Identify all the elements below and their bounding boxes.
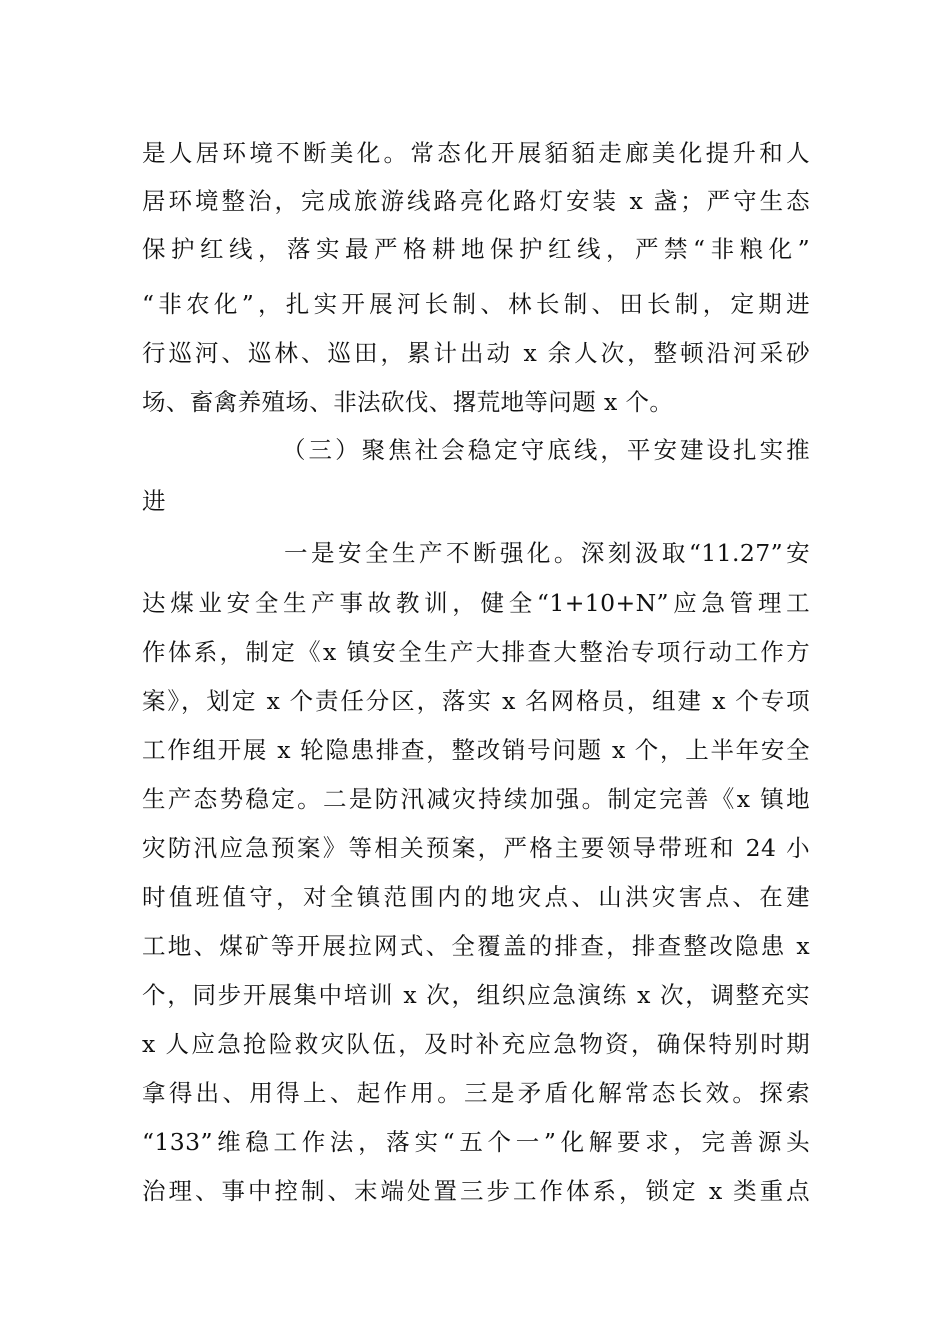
text-line: 案》，划定 x 个责任分区，落实 x 名网格员，组建 x 个专项 [142, 687, 810, 715]
text-line: 时值班值守，对全镇范围内的地灾点、山洪灾害点、在建 [142, 883, 810, 911]
text-line: 行巡河、巡林、巡田，累计出动 x 余人次，整顿沿河采砂 [142, 339, 810, 367]
text-line: 居环境整治，完成旅游线路亮化路灯安装 x 盏；严守生态 [142, 187, 810, 215]
text-line: 工地、煤矿等开展拉网式、全覆盖的排查，排查整改隐患 x [142, 932, 810, 960]
text-line: 拿得出、用得上、起作用。三是矛盾化解常态长效。探索 [142, 1079, 810, 1107]
text-line: 灾防汛应急预案》等相关预案，严格主要领导带班和 24 小 [142, 834, 810, 862]
text-line: x 人应急抢险救灾队伍，及时补充应急物资，确保特别时期 [142, 1030, 810, 1058]
text-line: 工作组开展 x 轮隐患排查，整改销号问题 x 个，上半年安全 [142, 736, 810, 764]
text-line: 一是安全生产不断强化。深刻汲取“11.27”安 [284, 539, 810, 567]
text-line: 生产态势稳定。二是防汛减灾持续加强。制定完善《x 镇地 [142, 785, 810, 813]
text-line: 作体系，制定《x 镇安全生产大排查大整治专项行动工作方 [142, 638, 810, 666]
section-heading-continued: 进 [142, 487, 166, 515]
text-line: “非农化”，扎实开展河长制、林长制、田长制，定期进 [142, 290, 810, 318]
text-line: 保护红线，落实最严格耕地保护红线，严禁“非粮化” [142, 235, 810, 263]
text-line: 场、畜禽养殖场、非法砍伐、撂荒地等问题 x 个。 [142, 388, 674, 416]
text-line: 达煤业安全生产事故教训，健全“1+10+N”应急管理工 [142, 589, 810, 617]
text-line: 个，同步开展集中培训 x 次，组织应急演练 x 次，调整充实 [142, 981, 810, 1009]
section-heading: （三）聚焦社会稳定守底线，平安建设扎实推 [282, 436, 810, 464]
text-line: “133”维稳工作法，落实“五个一”化解要求，完善源头 [142, 1128, 810, 1156]
text-line: 是人居环境不断美化。常态化开展貊貊走廊美化提升和人 [142, 139, 810, 167]
text-line: 治理、事中控制、末端处置三步工作体系，锁定 x 类重点 [142, 1177, 810, 1205]
